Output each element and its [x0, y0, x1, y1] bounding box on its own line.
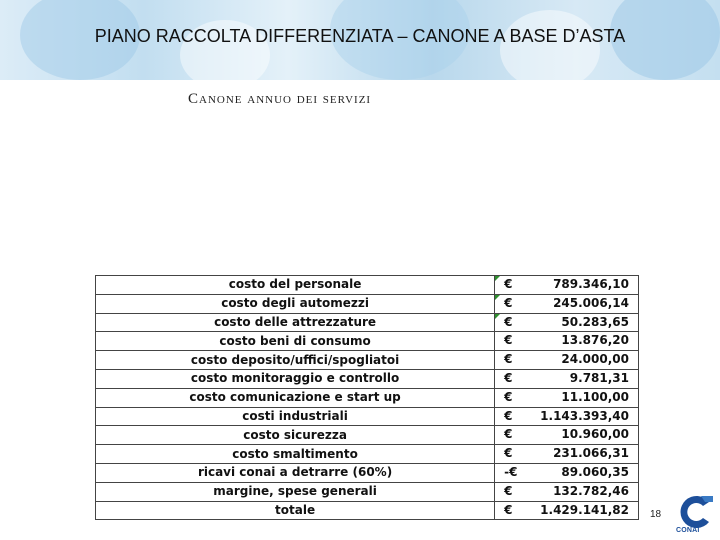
table-row: [96, 276, 639, 295]
currency-symbol: €: [504, 427, 513, 442]
conai-logo-icon: [675, 492, 715, 532]
currency-symbol: €: [504, 333, 513, 348]
currency-symbol: €: [504, 408, 513, 423]
table-row: [96, 332, 639, 351]
currency-symbol: -€: [504, 464, 518, 479]
header-banner: [0, 0, 720, 80]
amount-value: 132.782,46: [553, 483, 629, 498]
logo-text: CONAI: [676, 527, 700, 534]
currency-symbol: €: [504, 483, 513, 498]
row-label: costo delle attrezzature: [96, 313, 495, 332]
table-row: [96, 501, 639, 520]
table-row: [96, 445, 639, 464]
amount-value: 89.060,35: [561, 464, 629, 479]
row-amount: [495, 445, 639, 464]
section-subtitle: Canone annuo dei servizi: [188, 91, 372, 107]
currency-symbol: €: [504, 295, 513, 310]
cost-table: [95, 275, 639, 520]
row-amount: [495, 351, 639, 370]
row-label: ricavi conai a detrarre (60%): [96, 463, 495, 482]
row-amount: [495, 276, 639, 295]
currency-symbol: €: [504, 446, 513, 461]
amount-value: 1.143.393,40: [540, 408, 629, 423]
row-label: costo smaltimento: [96, 445, 495, 464]
row-label: margine, spese generali: [96, 482, 495, 501]
row-label: costo del personale: [96, 276, 495, 295]
row-label: costo deposito/uffici/spogliatoi: [96, 351, 495, 370]
row-amount: [495, 332, 639, 351]
row-amount: [495, 407, 639, 426]
page-title: PIANO RACCOLTA DIFFERENZIATA – CANONE A BASE D’ASTA: [94, 26, 626, 46]
currency-symbol: €: [504, 352, 513, 367]
table-row: [96, 294, 639, 313]
row-label: costo comunicazione e start up: [96, 388, 495, 407]
cell-marker-icon: [495, 314, 500, 319]
row-label: costo sicurezza: [96, 426, 495, 445]
amount-value: 789.346,10: [553, 277, 629, 291]
row-amount: [495, 369, 639, 388]
currency-symbol: €: [504, 502, 513, 517]
table-row: [96, 388, 639, 407]
row-label: totale: [96, 501, 495, 520]
row-amount: [495, 482, 639, 501]
row-label: costo monitoraggio e controllo: [96, 369, 495, 388]
currency-symbol: €: [504, 314, 513, 329]
table-row: [96, 407, 639, 426]
row-amount: [495, 388, 639, 407]
row-amount: [495, 426, 639, 445]
table-row: [96, 351, 639, 370]
amount-value: 50.283,65: [561, 314, 629, 329]
currency-symbol: €: [504, 370, 513, 385]
amount-value: 10.960,00: [561, 427, 629, 442]
row-amount: [495, 501, 639, 520]
table-row: [96, 426, 639, 445]
amount-value: 231.066,31: [553, 446, 629, 461]
row-amount: [495, 463, 639, 482]
table-row: [96, 482, 639, 501]
amount-value: 1.429.141,82: [540, 502, 629, 517]
table-row: [96, 369, 639, 388]
table-row: [96, 313, 639, 332]
amount-value: 11.100,00: [561, 389, 629, 404]
amount-value: 245.006,14: [553, 295, 629, 310]
row-amount: [495, 313, 639, 332]
row-amount: [495, 294, 639, 313]
row-label: costo degli automezzi: [96, 294, 495, 313]
amount-value: 9.781,31: [569, 370, 629, 385]
row-label: costi industriali: [96, 407, 495, 426]
cell-marker-icon: [495, 276, 500, 281]
row-label: costo beni di consumo: [96, 332, 495, 351]
table-row: [96, 463, 639, 482]
currency-symbol: €: [504, 277, 513, 291]
amount-value: 13.876,20: [561, 333, 629, 348]
page-number: 18: [650, 509, 662, 520]
amount-value: 24.000,00: [561, 352, 629, 367]
cell-marker-icon: [495, 295, 500, 300]
currency-symbol: €: [504, 389, 513, 404]
